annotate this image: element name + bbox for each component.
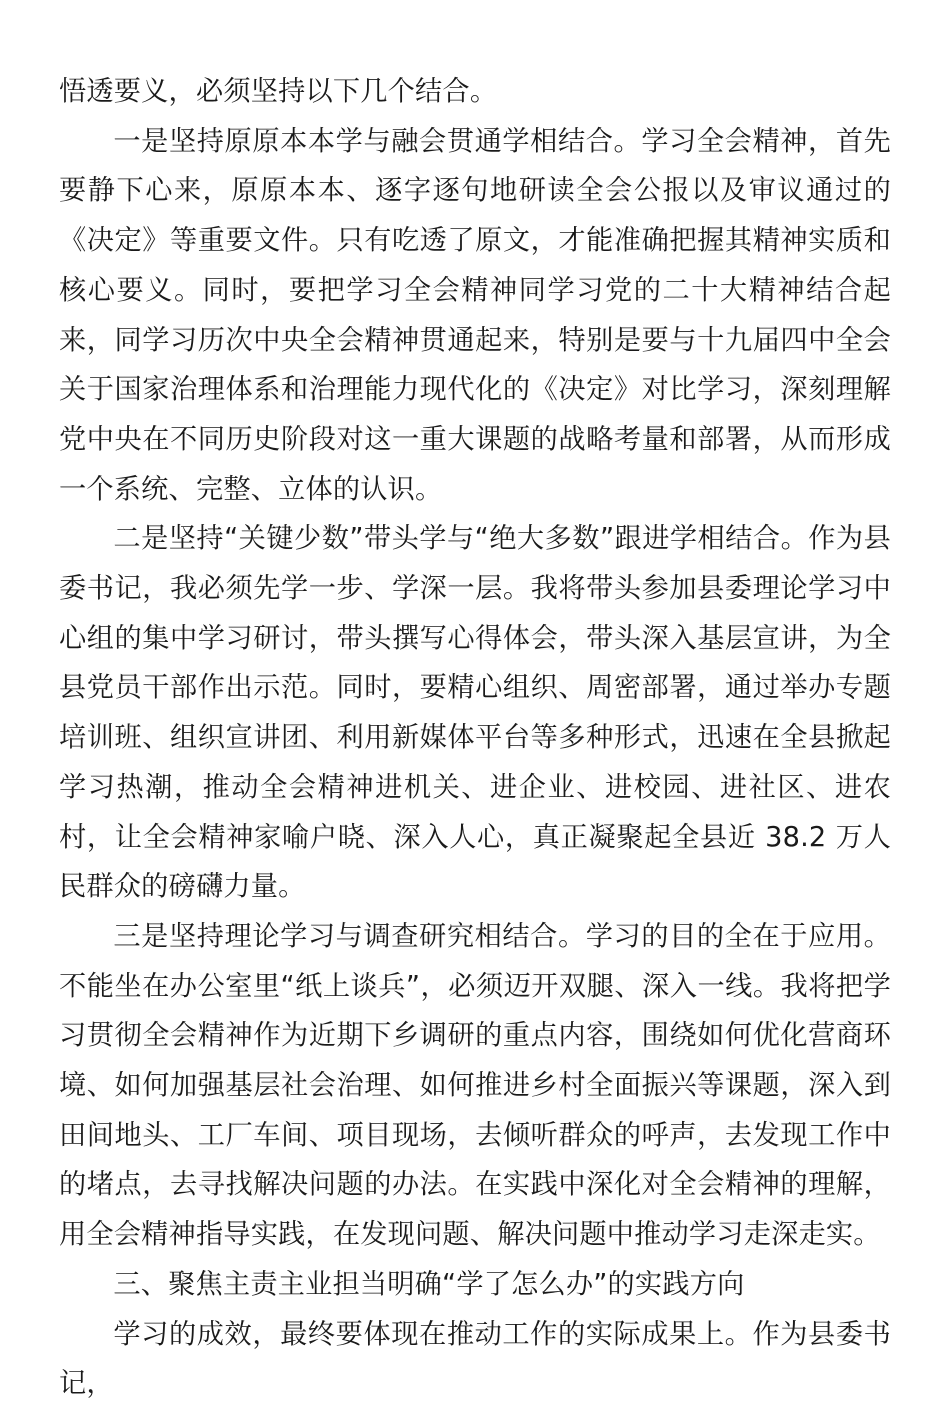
section-heading: 三、聚焦主责主业担当明确“学了怎么办”的实践方向 — [113, 1268, 745, 1300]
paragraph-point-two: 二是坚持“关键少数”带头学与“绝大多数”跟进学相结合。作为县委书记，我必须先学一步、学深一层。我将带头参加县委理论学习中心组的集中学习研讨，带头撰写心得体会，带头深入基层宣讲，为全县党员干部作出示范。同时，要精心组织、周密部署，通过举办专题培训班、组织宣讲团、利用新媒体平台等多种形式，迅速在全县掀起学习热潮，推动全会精神进机关、进企业、进校园、进社区、进农村，让全会精神家喻户晓、深入人心，真正凝聚起全县近 38.2 万人民群众的磅礴力量。 — [59, 523, 891, 903]
paragraph-section-intro: 学习的成效，最终要体现在推动工作的实际成果上。作为县委书记， — [59, 1318, 891, 1400]
paragraph-point-one: 一是坚持原原本本学与融会贯通学相结合。学习全会精神，首先要静下心来，原原本本、逐字逐句地研读全会公报以及审议通过的《决定》等重要文件。只有吃透了原文，才能准确把握其精神实质和核心要义。同时，要把学习全会精神同学习党的二十大精神结合起来，同学习历次中央全会精神贯通起来，特别是要与十九届四中全会关于国家治理体系和治理能力现代化的《决定》对比学习，深刻理解党中央在不同历史阶段对这一重大课题的战略考量和部署，从而形成一个系统、完整、立体的认识。 — [59, 125, 891, 505]
paragraph-point-three: 三是坚持理论学习与调查研究相结合。学习的目的全在于应用。不能坐在办公室里“纸上谈兵”，必须迈开双腿、深入一线。我将把学习贯彻全会精神作为近期下乡调研的重点内容，围绕如何优化营商环境、如何加强基层社会治理、如何推进乡村全面振兴等课题，深入到田间地头、工厂车间、项目现场，去倾听群众的呼声，去发现工作中的堵点，去寻找解决问题的办法。在实践中深化对全会精神的理解，用全会精神指导实践，在发现问题、解决问题中推动学习走深走实。 — [59, 920, 891, 1251]
document-body — [59, 67, 891, 1409]
paragraph-continuation: 悟透要义，必须坚持以下几个结合。 — [59, 76, 498, 107]
